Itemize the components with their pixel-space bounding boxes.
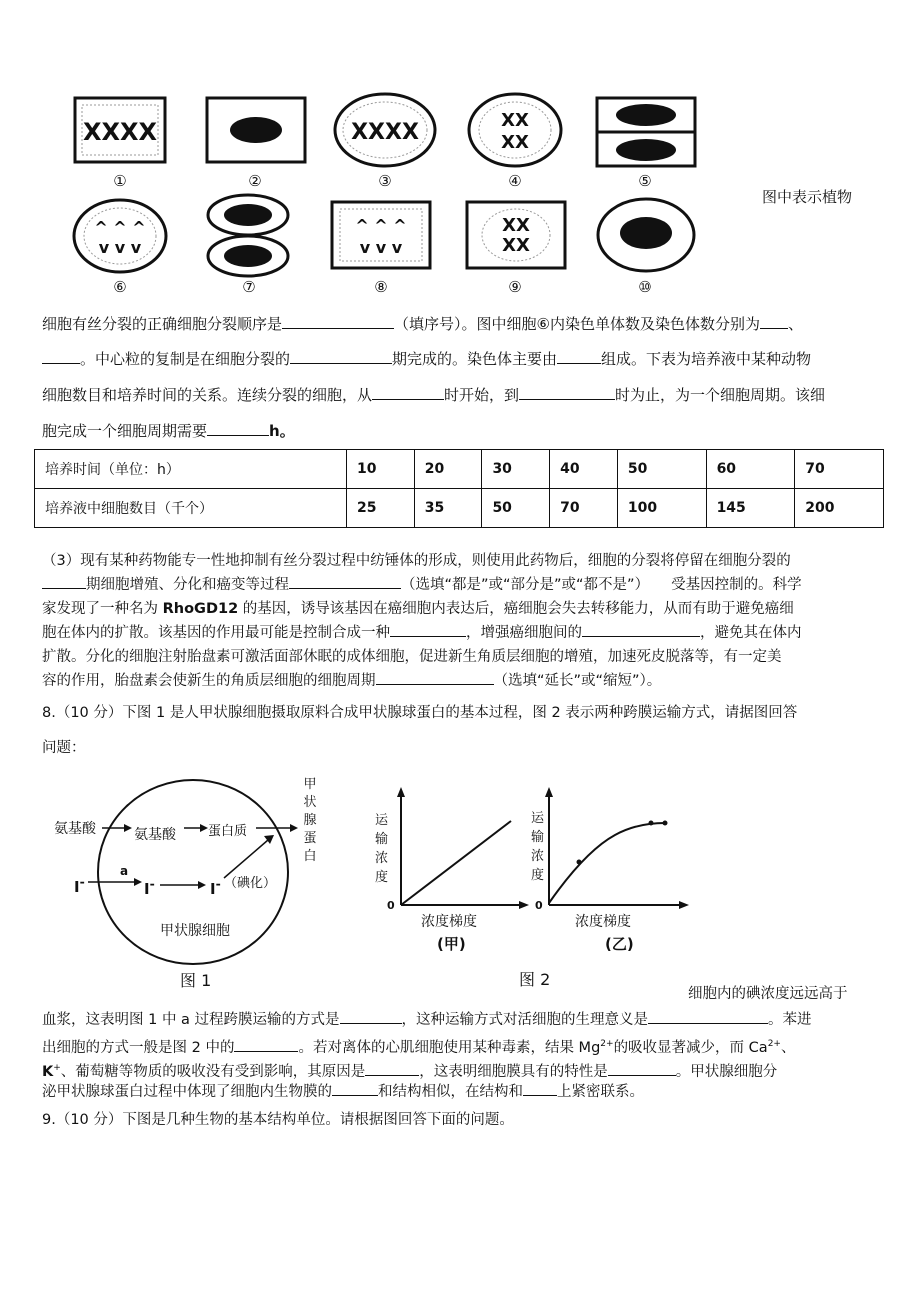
table-cell: 50 — [482, 489, 550, 528]
answer-blank[interactable] — [519, 385, 615, 400]
answer-blank[interactable] — [42, 574, 86, 589]
label-iodide-1: I- — [74, 874, 85, 896]
svg-text:v v v: v v v — [98, 238, 142, 257]
cell-label-4: ④ — [508, 172, 522, 190]
cell-label-5: ⑤ — [638, 172, 652, 190]
cell-10 — [598, 199, 694, 271]
linear-curve — [401, 821, 511, 905]
answer-blank[interactable] — [289, 574, 401, 589]
figure-side-text: 图中表示植物 — [762, 188, 853, 206]
answer-blank[interactable] — [376, 670, 494, 685]
answer-blank[interactable] — [557, 349, 601, 364]
q7b-line-1: （3）现有某种药物能专一性地抑制有丝分裂过程中纺锤体的形成，则使用此药物后，细胞的分裂将停留在细胞分裂的 — [42, 553, 791, 569]
answer-blank[interactable] — [332, 1081, 378, 1096]
table-cell: 60 — [706, 450, 795, 489]
label-iodide-2: I- — [144, 876, 155, 898]
cell-label-10: ⑩ — [638, 278, 652, 296]
cell-7 — [208, 195, 288, 276]
answer-blank[interactable] — [207, 421, 269, 436]
table-cell: 25 — [347, 489, 415, 528]
label-a: a — [120, 864, 129, 878]
xlabel-b: 浓度梯度 — [575, 914, 631, 930]
label-amino-acid-outside: 氨基酸 — [54, 821, 96, 837]
answer-blank[interactable] — [340, 1009, 402, 1024]
answer-blank[interactable] — [372, 385, 444, 400]
table-cell: 10 — [347, 450, 415, 489]
cell-1 — [75, 98, 165, 162]
svg-text:XXXX: XXXX — [351, 120, 419, 145]
xlabel-a: 浓度梯度 — [421, 914, 477, 930]
svg-text:XX: XX — [502, 235, 530, 256]
cell-5 — [597, 98, 695, 166]
cell-3 — [335, 94, 435, 166]
svg-text:^ ^ ^: ^ ^ ^ — [94, 218, 146, 237]
origin-b: 0 — [535, 899, 543, 912]
cell-9 — [467, 202, 565, 268]
cell-label-1: ① — [113, 172, 127, 190]
svg-text:XX: XX — [501, 110, 529, 131]
cell-2 — [207, 98, 305, 162]
q7b-line-2: 期细胞增殖、分化和癌变等过程 （选填“都是”或“部分是”或“都不是”） 受基因控制的。科学 — [42, 574, 802, 596]
answer-blank[interactable] — [523, 1081, 557, 1096]
table-cell: 20 — [414, 450, 482, 489]
label-cell: 甲状腺细胞 — [160, 923, 230, 939]
figure-1-svg — [40, 772, 340, 972]
q8-side-text: 细胞内的碘浓度远远高于 — [688, 986, 848, 1002]
q7b-line-4: 胞在体内的扩散。该基因的作用最可能是控制合成一种 ，增强癌细胞间的 ，避免其在体内 — [42, 622, 802, 644]
cell-6 — [74, 200, 166, 272]
answer-blank[interactable] — [760, 314, 788, 329]
title-jia: (甲) — [437, 935, 466, 953]
table-header-count: 培养液中细胞数目（千个） — [35, 489, 347, 528]
table-cell: 70 — [795, 450, 884, 489]
q7b-line-6: 容的作用，胎盘素会使新生的角质层细胞的细胞周期 （选填“延长”或“缩短”）。 — [42, 670, 661, 692]
svg-text:XX: XX — [502, 215, 530, 236]
ylabel-a: 运 输 浓 度 — [375, 813, 389, 885]
cell-label-2: ② — [248, 172, 262, 190]
table-cell: 145 — [706, 489, 795, 528]
figure-1 — [40, 772, 340, 992]
cell-8 — [332, 202, 430, 268]
svg-text:^ ^ ^: ^ ^ ^ — [355, 216, 407, 235]
figure-1-caption: 图 1 — [180, 971, 212, 990]
title-yi: (乙) — [605, 935, 634, 953]
answer-blank[interactable] — [42, 349, 80, 364]
figure-2-caption: 图 2 — [519, 970, 551, 989]
cell-label-9: ⑨ — [508, 278, 522, 296]
label-amino-acid-inside: 氨基酸 — [134, 827, 176, 843]
svg-text:XXXX: XXXX — [82, 118, 158, 146]
answer-blank[interactable] — [608, 1061, 676, 1076]
table-cell: 40 — [550, 450, 618, 489]
cell-label-3: ③ — [378, 172, 392, 190]
culture-table — [34, 449, 884, 528]
mitosis-cells-svg — [60, 88, 780, 388]
table-cell: 50 — [617, 450, 706, 489]
table-row — [35, 450, 884, 489]
label-protein: 蛋白质 — [208, 824, 248, 839]
svg-text:XX: XX — [501, 132, 529, 153]
table-cell: 30 — [482, 450, 550, 489]
q7b-line-3: 家发现了一种名为 RhoGD12 的基因，诱导该基因在癌细胞内表达后，癌细胞会失去转移能力，从而有助于避免癌细 — [42, 601, 794, 617]
table-cell: 200 — [795, 489, 884, 528]
label-product: 甲 状 腺 蛋 白 — [303, 777, 317, 864]
q8b-line-4: 泌甲状腺球蛋白过程中体现了细胞内生物膜的 和结构相似，在结构和 上紧密联系。 — [42, 1081, 644, 1103]
svg-text:v v v: v v v — [359, 238, 403, 257]
mitosis-figure — [0, 0, 920, 300]
table-cell: 70 — [550, 489, 618, 528]
label-iodination: （碘化） — [224, 876, 277, 891]
answer-blank[interactable] — [282, 314, 394, 329]
answer-blank[interactable] — [390, 622, 466, 637]
q9-line-1: 9.（10 分）下图是几种生物的基本结构单位。请根据图回答下面的问题。 — [42, 1112, 514, 1128]
table-row — [35, 489, 884, 528]
cell-label-6: ⑥ — [113, 278, 127, 296]
q8-line-2: 问题： — [42, 740, 86, 756]
cell-label-7: ⑦ — [242, 278, 256, 296]
table-header-time: 培养时间（单位：h） — [35, 450, 347, 489]
cell-label-8: ⑧ — [374, 278, 388, 296]
q8b-line-1: 血浆，这表明图 1 中 a 过程跨膜运输的方式是 ，这种运输方式对活细胞的生理意义是 。苯进 — [42, 1009, 812, 1031]
q8-line-1: 8.（10 分）下图 1 是人甲状腺细胞摄取原料合成甲状腺球蛋白的基本过程，图 2 表示两种跨膜运输方式，请据图回答 — [42, 705, 798, 721]
q8b-line-2: 出细胞的方式一般是图 2 中的 。若对离体的心肌细胞使用某种毒素，结果 $Mg^{2+}$的吸收显著减少，而 $Ca^{2+}$、 — [42, 1033, 795, 1059]
q8b-line-3: K+、葡萄糖等物质的吸收没有受到影响，其原因是 ，这表明细胞膜具有的特性是 。甲状腺细胞分 — [42, 1057, 777, 1083]
q7-line-3: 细胞数目和培养时间的关系。连续分裂的细胞，从 时开始，到 时为止，为一个细胞周期。该细 — [42, 386, 826, 404]
figure-2 — [365, 775, 705, 995]
answer-blank[interactable] — [648, 1009, 768, 1024]
label-iodide-3: I- — [210, 876, 221, 898]
origin-a: 0 — [387, 899, 395, 912]
cell-4 — [469, 94, 561, 166]
ylabel-b: 运 输 浓 度 — [531, 811, 545, 883]
q7b-line-5: 扩散。分化的细胞注射胎盘素可激活面部休眠的成体细胞，促进新生角质层细胞的增殖，加速死皮脱落等，有一定美 — [42, 649, 782, 665]
q7-line-4: 胞完成一个细胞周期需要 h。 — [42, 422, 295, 440]
table-cell: 35 — [414, 489, 482, 528]
answer-blank[interactable] — [365, 1061, 419, 1076]
q7-line-2: 。中心粒的复制是在细胞分裂的 期完成的。染色体主要由 组成。下表为培养液中某种动物 — [42, 348, 811, 370]
saturation-curve — [549, 823, 665, 903]
answer-blank[interactable] — [234, 1037, 298, 1052]
table-cell: 100 — [617, 489, 706, 528]
answer-blank[interactable] — [290, 349, 392, 364]
answer-blank[interactable] — [582, 622, 700, 637]
q7-line-1: 细胞有丝分裂的正确细胞分裂顺序是 （填序号）。图中细胞⑥内染色单体数及染色体数分别为 、 — [42, 315, 803, 333]
